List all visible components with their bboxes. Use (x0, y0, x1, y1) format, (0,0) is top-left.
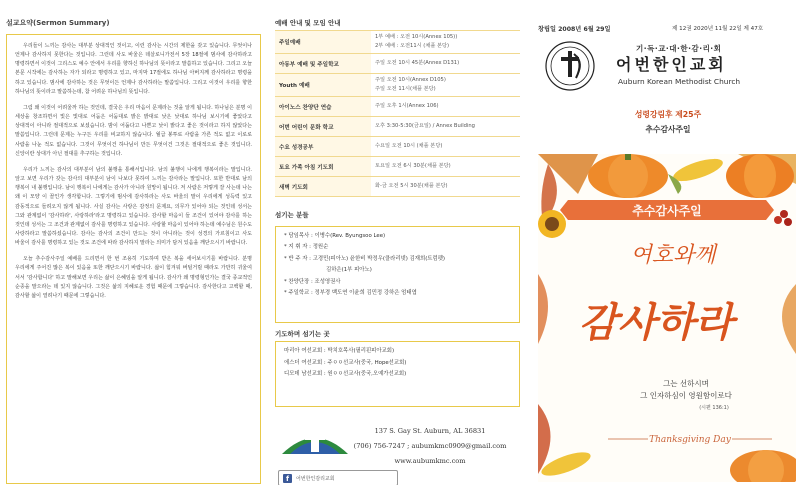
schedule-time-line: 토요일 오전 6시 30분(채플 본당) (375, 163, 451, 169)
schedule-event: 아동부 예배 및 주일학교 (275, 54, 371, 74)
staff-line: * 지 휘 자 : 정원순 (284, 244, 329, 251)
issue-info: 제 12권 2020년 11월 22일 제 47호 (672, 26, 764, 32)
schedule-time-line: 2부 예배 : 오전11시 (채플 본당) (375, 43, 450, 49)
facebook-label: 어번한인감리교회 (296, 475, 335, 482)
schedule-event: Youth 예배 (275, 74, 371, 97)
phone-email-text: (706) 756-7247 ; aubumkmc0909@gmail.com (353, 442, 507, 450)
methodist-emblem-icon (544, 40, 596, 92)
table-row (275, 74, 520, 97)
staff-box (275, 226, 520, 323)
website-link[interactable]: www.aubumkmc.com (394, 457, 466, 465)
schedule-time (371, 117, 520, 137)
poster-script-line1: 여호와께 (630, 243, 716, 268)
schedule-time-line: 화-금 오전 5시 30분(채플 본당) (375, 183, 448, 189)
schedule-table (275, 30, 520, 197)
prayer-title: 기도하며 섬기는 곳 (275, 330, 330, 338)
prayer-line: 마리아 여선교회 : 박치호목사(필리핀피아교회) (284, 348, 395, 354)
table-row (275, 54, 520, 74)
schedule-time-line: 주일 오전 11시(채플 본당) (375, 86, 436, 92)
info-column (275, 18, 525, 483)
poster-verse-line2: 그 인자하심이 영원함이로다 (640, 391, 732, 400)
prayer-line: 에스더 여선교회 : 주ㅇㅇ선교사(중국, Hope선교회) (284, 359, 407, 366)
masthead-column (536, 0, 800, 485)
berries-icon (774, 210, 792, 226)
poster-script-line2: 감사하라 (578, 299, 734, 346)
schedule-time (371, 157, 520, 177)
staff-line: * 주일학교 : 정부경 백도연 이윤희 김민정 강하은 엄태엽 (284, 290, 417, 297)
schedule-event: 토요 가족 아침 기도회 (275, 157, 371, 177)
table-row (275, 157, 520, 177)
prayer-box (275, 341, 520, 407)
poster-banner-text: 추수감사주일 (632, 204, 702, 218)
sunflower-icon (538, 210, 566, 238)
schedule-event: 아이노스 찬양단 연습 (275, 97, 371, 117)
sermon-paragraph: 우리가 느끼는 감사의 대부분이 남의 불행을 통해서입니다. 남의 불행이 나에게 행복이라는 말입니다. 앞고 보면 우리가 갖는 감사의 대부분이 남이 나보다 못하여 느끼는 감사라는 말입니다. 또한 반대로 남의 행복이 내 불행입니다. 남이 행복이 나에게는 감사가 아니라 원망이 됩니다. 저 사람은 저렇게 잘 사는데 나는 왜 이 모양 이 꼴인가 생각합니다. 그렇기에 범사에 감사하라는 사도 바울의 말이 우리에게 성득력 있고 감동적으로 들려오지 않게 됩니다. 사실 감사는 사랑은 감정의 문제요, 의무가 있어야 되는 것인데 성서는 그와 관계없이 '감사하라', 사랑하라'라고 명령하고 있습니다. 감사할 마음이 들 조건이 있어야 감사를 하는 것인데 성서는 그 조건과 관계없이 감사를 명령하고 있습니다. 사랑할 마음이 있어야 하는데 예수님은 원수도 사랑하라고 말씀하셨습니다. 감사는 감사의 조건이 만드는 것이 아니라는 것이 성경의 가르침이고 사도 바울이 감사를 명령하고 있는 것도 조건에 따라 감사하지 말라는 의미가 담겨 있음을 깨닫으시기 바랍니다. (15, 166, 252, 247)
table-row (275, 31, 520, 54)
sermon-paragraph: 오늘 추수감사주일 예배를 드리면서 한 번 조용히 기도하며 받은 복을 세어보시기를 바랍니다. 분명 우리에게 주어진 많은 복이 있음을 또한 깨닫으시기 바랍니다. 삶이 힘겨워 버틸거릴 때라도 가만히 귀울여 서서 '감사합니다' 하고 말해보면 우리는 삶이 은혜임을 알게 됩니다. 감사가 왜 명령형인가는 결국 종교적인 순종을 말으라는 데 있지 않습니다. 그것은 삶의 지혜로운 경험 때문에 그렇습니다. 감사한다고 고백할 때, 감사할 삶이 열려나기 때문에 그렇습니다. (15, 256, 252, 299)
founded-date: 창립일 2008년 6월 29일 (538, 26, 611, 33)
staff-line: * 담임목사 : 이병수(Rev. Byungsoo Lee) (284, 233, 386, 239)
staff-title: 섬기는 분들 (275, 211, 309, 219)
schedule-time (371, 137, 520, 157)
staff-line: * 반 주 자 : 고경민(피아노) 윤한비 박정우(클라리넷) 김재희(트럼펫) (284, 255, 446, 262)
schedule-time-line: 주일 오후 1시(Annex 106) (375, 103, 439, 109)
facebook-icon: f (283, 474, 292, 483)
poster-verse-ref: (시편 136:1) (699, 405, 729, 411)
prayer-line: 디모데 남선교회 : 원ㅇㅇ선교사(중국,오예가선교회) (284, 371, 407, 378)
schedule-time-line: 오후 3:30-5:30(금요일) / Annex Building (375, 123, 475, 129)
schedule-time (371, 74, 520, 97)
schedule-event: 수요 성경공부 (275, 137, 371, 157)
poster-artwork (538, 154, 796, 482)
sermon-paragraph: 우리들이 느끼는 감사는 대부분 상대적인 것이고, 이런 감사는 시간의 제한을 갖고 있습니다. 무엇이나 언제나 감사하지 못한다는 것입니다. 그런데 사도 바울은 데살로니가전서 5장 18절에 범사에 감사하라고 명령하면서 이것이 그리스도 예수 안에서 우리를 향하신 하나님의 뜻이라고 말씀하고 있습니다. 그리고 오늘 본문 시작에는 감사하는 자가 되라고 명령하고 있고, 마지막 17절에도 하나님 아버지께 감사하라고 명령을 하고 있습니다. 범사에 감사하는 것은 무엇이든 언제나 감사하라는 말씀입니다. 그리고 이것이 우리를 향한 하나님의 뜻이라고 말씀하는데, 참 어려운 하나님의 뜻입니다. (15, 43, 252, 95)
schedule-time-line: 주일 오전 10시(Annex D105) (375, 77, 446, 83)
facebook-search-box[interactable] (278, 470, 398, 485)
church-name-hanja: 기·독·교·대·한·감·리·회 (636, 44, 722, 53)
poster-footer: Thanksgiving Day (649, 435, 731, 445)
schedule-time (371, 54, 520, 74)
table-row (275, 117, 520, 137)
church-name-korean: 어번한인교회 (616, 55, 727, 74)
service-subtitle: 추수감사주일 (645, 125, 691, 134)
liturgical-season: 성령강림후 제25주 (634, 110, 702, 119)
staff-line: * 찬양단장 : 조성영권사 (284, 278, 341, 285)
sermon-summary-box (6, 34, 261, 484)
schedule-time-line: 1부 예배 : 오전 10시(Annex 105)) (375, 34, 458, 40)
schedule-event: 어번 어린이 문화 학교 (275, 117, 371, 137)
schedule-time-line: 수요일 오전 10시 (채플 본당) (375, 143, 443, 149)
contact-section (275, 404, 525, 485)
schedule-time (371, 97, 520, 117)
table-row (275, 97, 520, 117)
schedule-time (371, 31, 520, 54)
poster-verse-line1: 그는 선하시며 (663, 379, 709, 388)
sermon-paragraph: 그럼 왜 이것이 어려울까 하는 것인데, 결국은 우리 마음이 문제라는 것을 알게 됩니다. 하나님은 분명 이 세상을 창조하면서 빛은 빛대로 어둠은 어둠대로 밝은 밝대로 낮은 낮대로 하나님 보시기에 좋았다고 상대적이 아니라 절대적으로 보셨습니다. 밤이 어둡다고 나쁜고 낮이 밝다고 좋은 것이라고 하지 않았다는 말씀입니다. 그런데 문제는 누구든 우리를 비교하지 않습니다. 월급 봉투로 사람을 가른 적도 없고 이로로 사람을 나눈 적도 없습니다. 그것이 무엇이건 하나님이 만든 무엇이건 그것은 절대적으로 좋은 것입니다. 신앙이란 상대가 아닌 절대를 추구하는 것입니다. (15, 104, 252, 157)
thanksgiving-poster (538, 154, 796, 482)
schedule-time (371, 177, 520, 197)
address-text: 137 S. Gay St. Auburn, AL 36831 (374, 427, 486, 435)
sermon-summary-title: 설교요약(Sermon Summary) (6, 19, 110, 27)
schedule-time-line: 주일 오전 10시 45분(Annex D131) (375, 60, 460, 66)
sermon-summary-section (6, 18, 261, 485)
table-row (275, 177, 520, 197)
schedule-event: 주일예배 (275, 31, 371, 54)
table-row (275, 137, 520, 157)
schedule-title: 예배 안내 및 모임 안내 (275, 19, 341, 27)
staff-line: 김하은(1부 피아노) (326, 267, 372, 274)
contact-lines (335, 424, 525, 469)
schedule-event: 새벽 기도회 (275, 177, 371, 197)
church-name-english: Auburn Korean Methodist Church (618, 77, 741, 86)
